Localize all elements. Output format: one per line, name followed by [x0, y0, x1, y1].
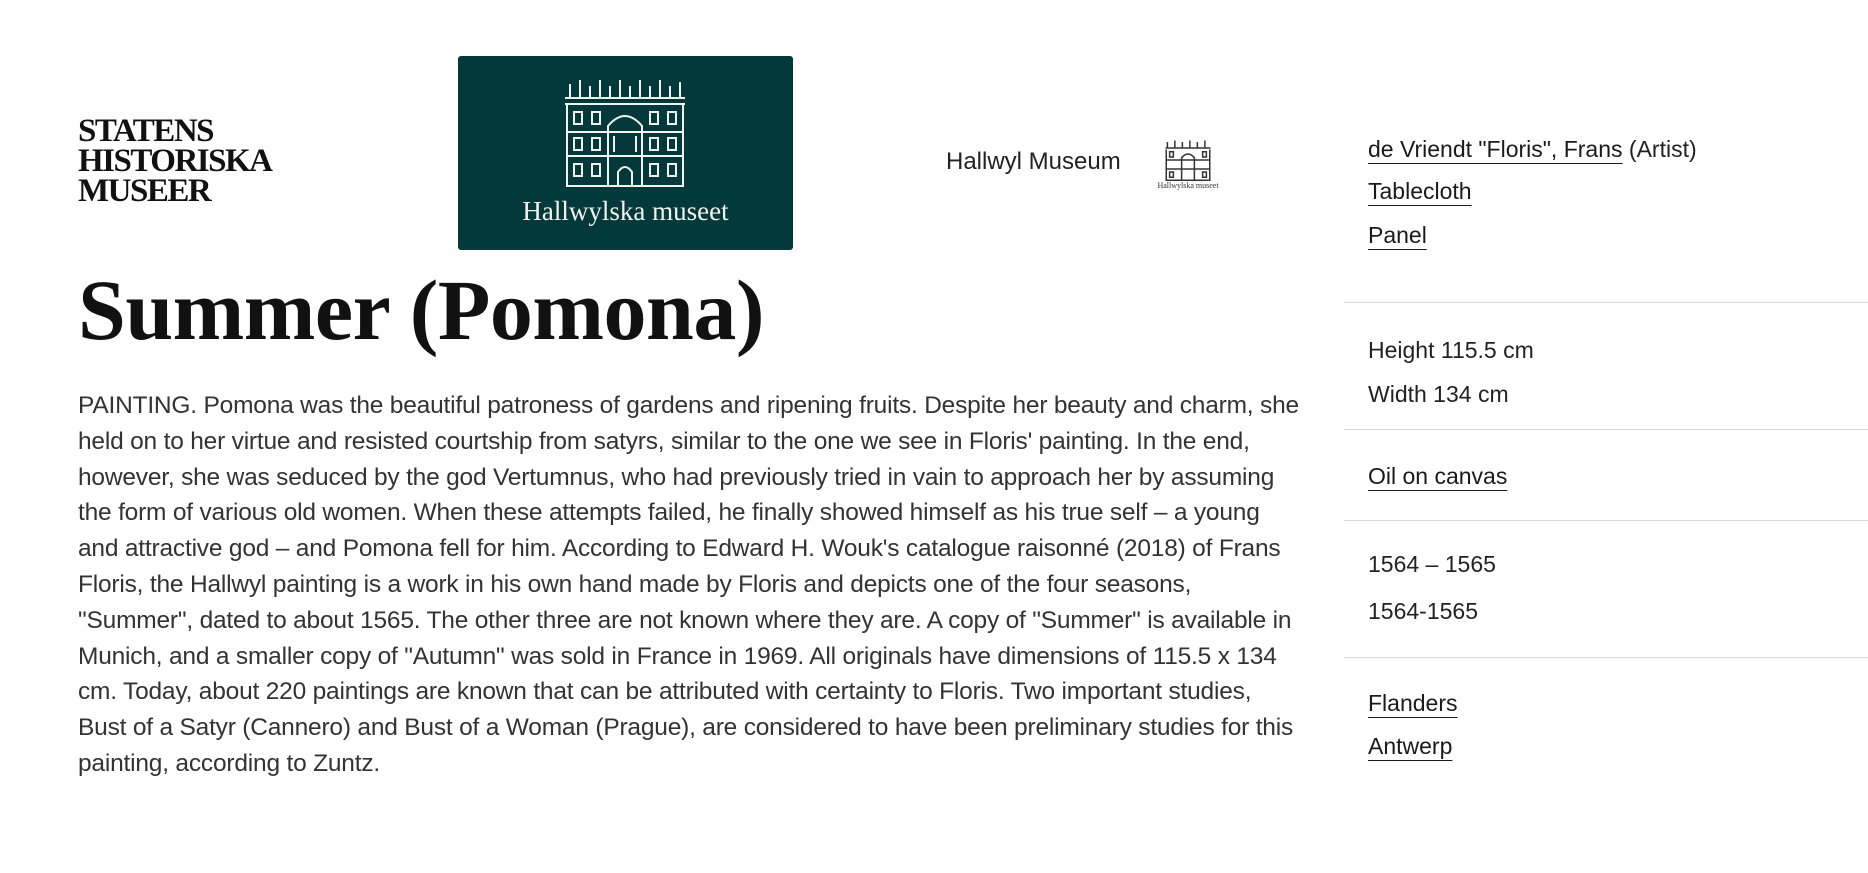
place-link-flanders[interactable]: Flanders [1368, 690, 1458, 716]
height-value: Height 115.5 cm [1368, 337, 1534, 363]
statens-historiska-museer-logo[interactable] [78, 113, 272, 209]
logo-line: STATENS [78, 113, 214, 149]
palace-icon [564, 76, 686, 188]
palace-icon [1163, 139, 1213, 181]
hallwylska-museet-logo[interactable] [458, 56, 793, 250]
people-and-category-section [1344, 136, 1868, 303]
hallwylska-mini-logo[interactable] [1152, 139, 1224, 191]
dating-section [1344, 521, 1868, 658]
museum-name[interactable]: Hallwyl Museum [946, 148, 1121, 175]
width-value: Width 134 cm [1368, 381, 1509, 407]
logo-line: MUSEER [78, 173, 211, 209]
logo-line: HISTORISKA [78, 143, 272, 179]
technique-link[interactable]: Oil on canvas [1368, 463, 1508, 489]
logo-label: Hallwylska museet [522, 196, 729, 226]
date-range-alt: 1564-1565 [1368, 598, 1478, 624]
place-link-antwerp[interactable]: Antwerp [1368, 733, 1453, 759]
page-title: Summer (Pomona) [78, 262, 765, 358]
mini-logo-label: Hallwylska museet [1157, 181, 1219, 190]
place-section [1344, 658, 1868, 760]
date-range: 1564 – 1565 [1368, 551, 1496, 577]
artist-role: (Artist) [1628, 136, 1697, 162]
dimensions-section [1344, 303, 1868, 430]
category-link-tablecloth[interactable]: Tablecloth [1368, 178, 1472, 204]
object-description: PAINTING. Pomona was the beautiful patroness of gardens and ripening fruits. Despite her beauty and charm, she held on to her virtue and resisted courtship from satyrs, similar to the one we see in Floris' painting. In the end, however, she was seduced by the god Vertumnus, who had previously tried in vain to approach her by assuming the form of various old women. When these attempts failed, he finally showed himself as his true self – a young and attractive god – and Pomona fell for him. According to Edward H. Wouk's catalogue raisonné (2018) of Frans Floris, the Hallwyl painting is a work in his own hand made by Floris and depicts one of the four seasons, "Summer", dated to about 1565. The other three are not known where they are. A copy of "Summer" is available in Munich, and a smaller copy of "Autumn" was sold in France in 1969. All originals have dimensions of 115.5 x 134 cm. Today, about 220 paintings are known that can be attributed with certainty to Floris. Two important studies, Bust of a Satyr (Cannero) and Bust of a Woman (Prague), are considered to have been preliminary studies for this painting, according to Zuntz. [78, 392, 1299, 777]
object-facts-sidebar [1344, 136, 1868, 782]
technique-section [1344, 430, 1868, 521]
artist-link[interactable]: de Vriendt "Floris", Frans [1368, 136, 1623, 162]
category-link-panel[interactable]: Panel [1368, 222, 1427, 248]
